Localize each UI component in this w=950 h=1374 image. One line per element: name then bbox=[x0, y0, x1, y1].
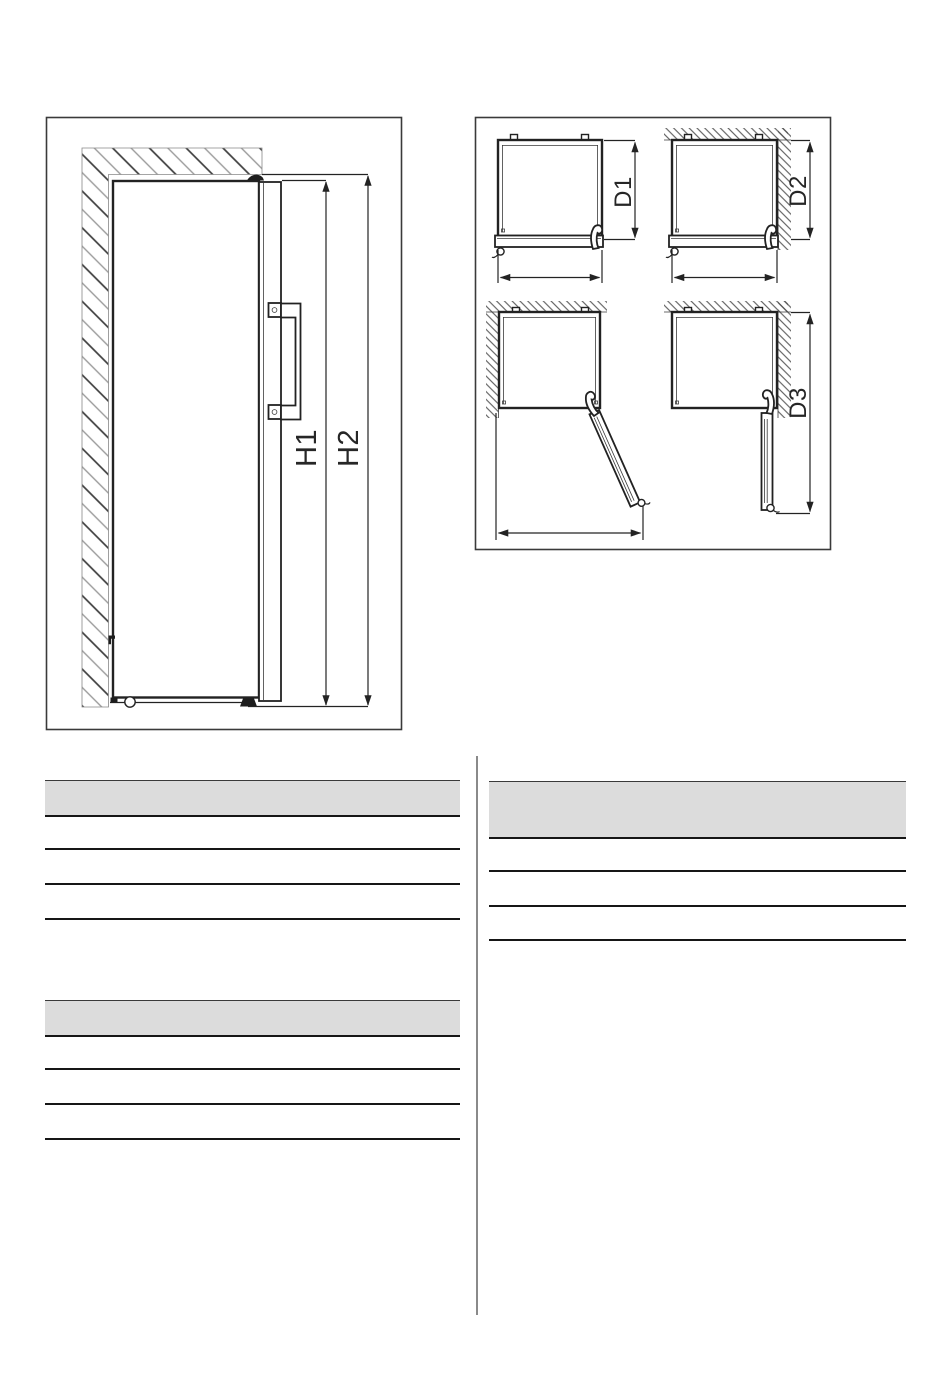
spec-table-right-1 bbox=[489, 781, 906, 941]
table-row bbox=[45, 1070, 460, 1105]
door-open-90 bbox=[762, 413, 780, 512]
top-view-d1 bbox=[492, 135, 637, 284]
door-foot bbox=[240, 699, 257, 707]
top-view-d2 bbox=[664, 128, 812, 283]
top-view-door-45 bbox=[486, 301, 650, 540]
top-hinge bbox=[247, 175, 264, 181]
table-header bbox=[45, 1000, 460, 1037]
door-closed bbox=[669, 236, 778, 248]
top-view-diagrams bbox=[476, 118, 831, 550]
top-view-d3 bbox=[664, 301, 812, 514]
handle-pin bbox=[767, 504, 774, 511]
table-header bbox=[489, 781, 906, 839]
column-divider bbox=[476, 756, 478, 1315]
table-row bbox=[45, 1105, 460, 1140]
h2-label: H2 bbox=[333, 428, 365, 468]
table-row bbox=[45, 1037, 460, 1070]
d2-width-dimension bbox=[672, 250, 777, 283]
d1-dimension bbox=[604, 141, 637, 240]
d3-label: D3 bbox=[785, 387, 812, 419]
table-row bbox=[489, 872, 906, 907]
d1-label: D1 bbox=[610, 176, 637, 208]
alcove-hatch-top bbox=[664, 128, 788, 140]
table-row bbox=[45, 850, 460, 885]
table-row bbox=[45, 885, 460, 920]
h1-label: H1 bbox=[291, 428, 323, 468]
side-view-diagram bbox=[47, 118, 402, 730]
d2-label: D2 bbox=[785, 175, 812, 207]
alcove-hatch-top bbox=[664, 301, 788, 312]
door-open-45 bbox=[590, 406, 651, 510]
table-row bbox=[489, 907, 906, 941]
d1-width-dimension bbox=[498, 250, 602, 283]
fridge-cabinet bbox=[113, 181, 259, 698]
table-row bbox=[45, 817, 460, 850]
table-row bbox=[489, 839, 906, 872]
alcove-hatch-left bbox=[486, 312, 499, 418]
table-header bbox=[45, 780, 460, 817]
door-closed bbox=[495, 236, 603, 248]
spec-table-left-1 bbox=[45, 780, 460, 920]
spec-table-left-2 bbox=[45, 1000, 460, 1140]
